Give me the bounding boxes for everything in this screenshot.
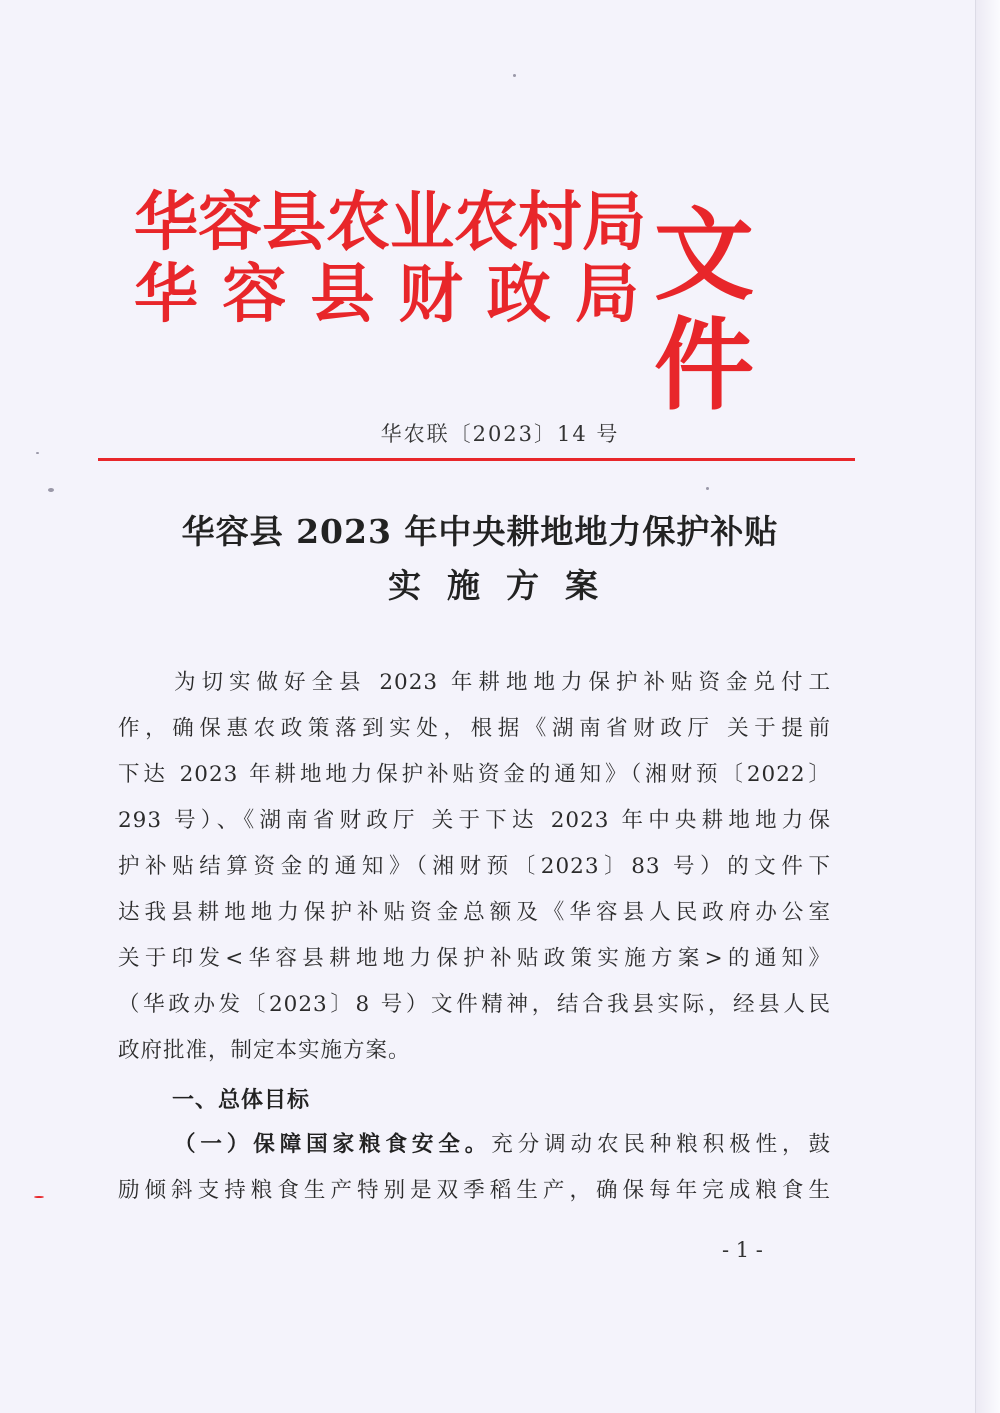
issuer-char: 华 — [134, 257, 198, 332]
page-number: - 1 - — [722, 1238, 763, 1262]
issuer-char: 村 — [518, 185, 582, 260]
issuer-agriculture-bureau — [134, 185, 646, 260]
paragraph-line: 政府批准，制定本实施方案。 — [118, 1038, 411, 1063]
paragraph-line — [118, 1122, 831, 1168]
paragraph-line: 下达 2023 年耕地地力保护补贴资金的通知》（湘财预〔2022〕 — [118, 762, 831, 787]
issuer-char: 局 — [574, 257, 639, 332]
issuer-char: 业 — [390, 185, 454, 260]
issuer-char: 县 — [262, 185, 326, 260]
scan-speck — [513, 74, 516, 77]
paragraph-line: 为切实做好全县 2023 年耕地地力保护补贴资金兑付工 — [174, 670, 831, 695]
intro-paragraph — [118, 660, 831, 1074]
issuer-char: 容 — [222, 257, 287, 332]
issuer-char: 农 — [454, 185, 518, 260]
paragraph-line: 作，确保惠农政策落到实处，根据《湖南省财政厅 关于提前 — [118, 716, 831, 741]
paragraph-line: 关于印发<华容县耕地地力保护补贴政策实施方案>的通知》 — [118, 946, 831, 971]
issuer-char: 政 — [486, 257, 551, 332]
issuer-char: 财 — [398, 257, 463, 332]
scan-speck — [706, 487, 709, 490]
section-heading: 一、总体目标 — [172, 1088, 311, 1113]
scan-speck — [36, 452, 39, 454]
document-header — [134, 185, 854, 424]
page-edge — [975, 0, 1000, 1413]
issuer-char: 农 — [326, 185, 390, 260]
document-word: 文件 — [654, 196, 758, 424]
paragraph-line: 励倾斜支持粮食生产特别是双季稻生产，确保每年完成粮食生 — [118, 1178, 831, 1203]
issuer-char: 容 — [198, 185, 262, 260]
paragraph-line: 293 号）、《湖南省财政厅 关于下达 2023 年中央耕地地力保 — [118, 808, 831, 833]
document-title-line1: 华容县 2023 年中央耕地地力保护补贴 — [181, 512, 779, 551]
paragraph-line: 达我县耕地地力保护补贴资金总额及《华容县人民政府办公室 — [118, 900, 831, 925]
red-divider-line — [98, 458, 855, 461]
scan-speck — [48, 488, 54, 492]
issuer-char: 局 — [582, 185, 646, 260]
scan-speck — [34, 1196, 44, 1198]
issuer-char: 华 — [134, 185, 198, 260]
paragraph-text: 充分调动农民种粮积极性，鼓 — [491, 1132, 831, 1157]
paragraph-line: 护补贴结算资金的通知》（湘财预〔2023〕83 号）的文件下 — [118, 854, 831, 879]
paragraph-line: （华政办发〔2023〕8 号）文件精神，结合我县实际，经县人民 — [118, 992, 831, 1017]
document-number: 华农联〔2023〕14 号 — [380, 422, 620, 446]
subsection-label: （一）保障国家粮食安全。 — [174, 1132, 492, 1157]
document-title-line2: 实施方案 — [388, 566, 624, 605]
issuer-char: 县 — [310, 257, 375, 332]
section-paragraph — [118, 1122, 831, 1214]
issuer-finance-bureau — [134, 257, 639, 332]
